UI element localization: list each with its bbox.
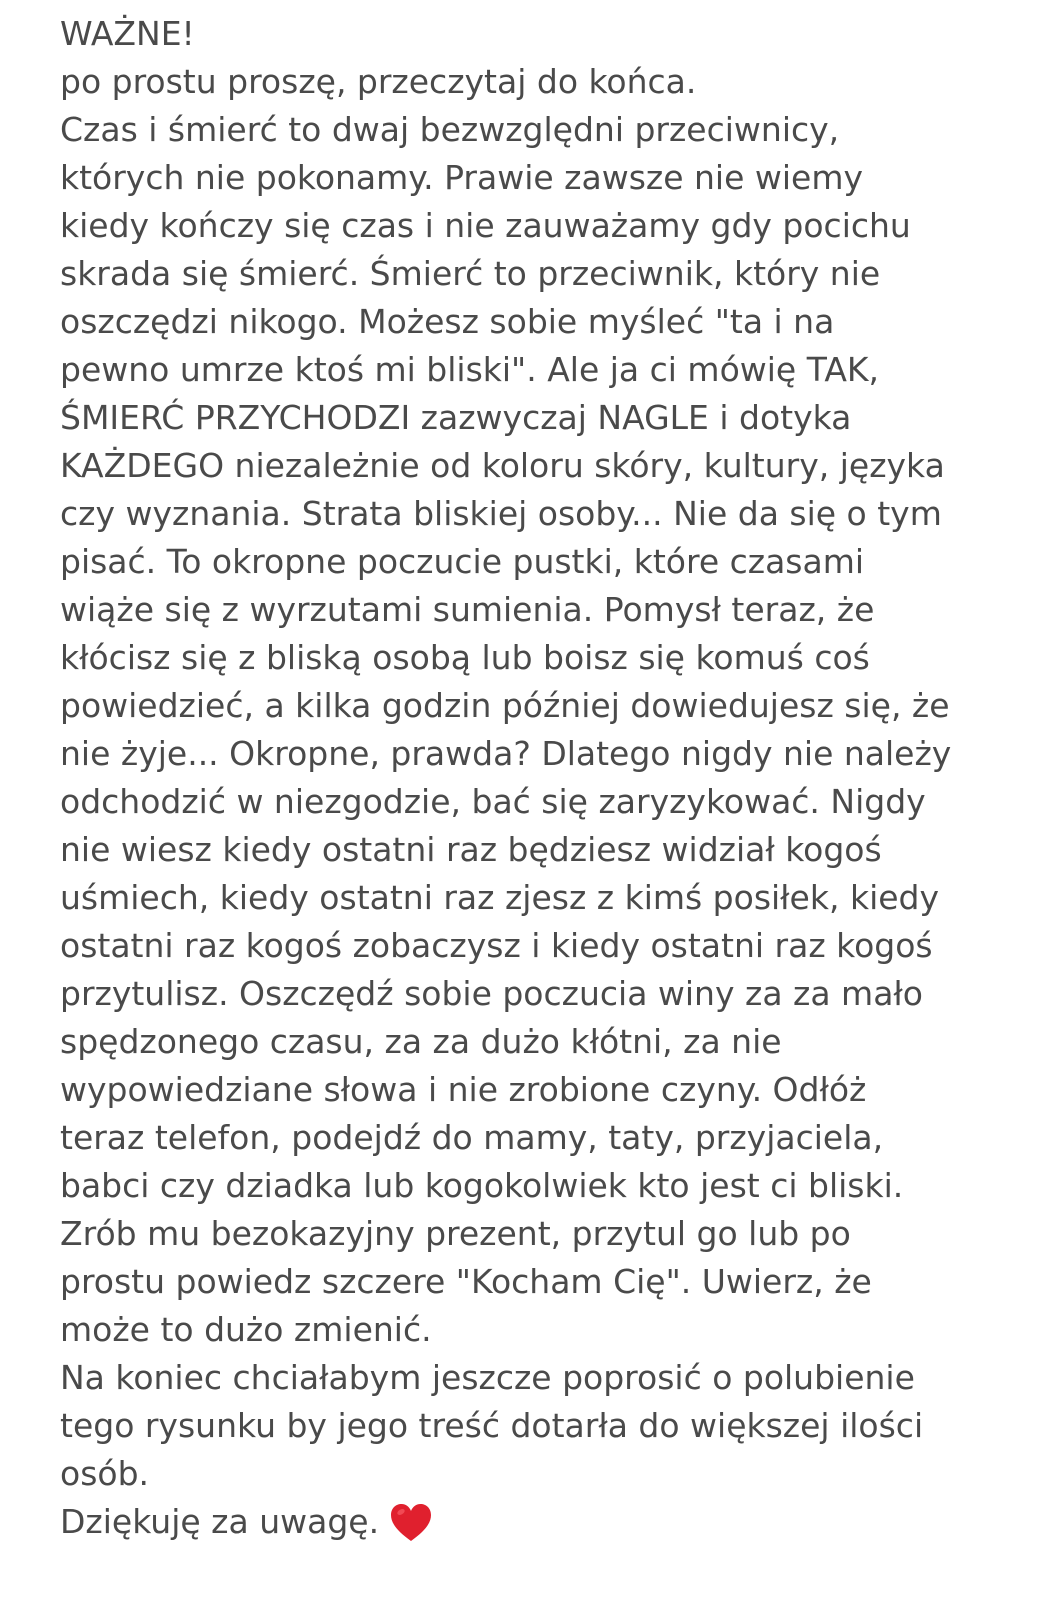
post-line: oszczędzi nikogo. Możesz sobie myśleć "ta i na	[60, 302, 835, 341]
post-line: ŚMIERĆ PRZYCHODZI zazwyczaj NAGLE i dotyka	[60, 398, 852, 437]
post-line: pisać. To okropne poczucie pustki, które czasami	[60, 542, 865, 581]
post-line: przytulisz. Oszczędź sobie poczucia winy za za mało	[60, 974, 923, 1013]
post-line: nie wiesz kiedy ostatni raz będziesz widział kogoś	[60, 830, 882, 869]
post-line: skrada się śmierć. Śmierć to przeciwnik, który nie	[60, 254, 881, 293]
post-line: może to dużo zmienić.	[60, 1310, 432, 1349]
post-closing-line	[60, 1498, 1050, 1546]
post-line: teraz telefon, podejdź do mamy, taty, przyjaciela,	[60, 1118, 884, 1157]
post-line: czy wyznania. Strata bliskiej osoby... Nie da się o tym	[60, 494, 942, 533]
post-line: kiedy kończy się czas i nie zauważamy gdy pocichu	[60, 206, 911, 245]
post-line: WAŻNE!	[60, 14, 195, 53]
post-line: babci czy dziadka lub kogokolwiek kto jest ci bliski.	[60, 1166, 904, 1205]
post-line: KAŻDEGO niezależnie od koloru skóry, kultury, języka	[60, 446, 945, 485]
post-line: Zrób mu bezokazyjny prezent, przytul go lub po	[60, 1214, 851, 1253]
post-line: tego rysunku by jego treść dotarła do większej ilości	[60, 1406, 924, 1445]
post-line: Czas i śmierć to dwaj bezwzględni przeciwnicy,	[60, 110, 840, 149]
post-line: pewno umrze ktoś mi bliski". Ale ja ci mówię TAK,	[60, 350, 880, 389]
post-line: których nie pokonamy. Prawie zawsze nie wiemy	[60, 158, 864, 197]
post-line: spędzonego czasu, za za dużo kłótni, za nie	[60, 1022, 782, 1061]
post-closing-text: Dziękuję za uwagę.	[60, 1502, 380, 1541]
post-line: po prostu proszę, przeczytaj do końca.	[60, 62, 697, 101]
post-line: kłócisz się z bliską osobą lub boisz się komuś coś	[60, 638, 870, 677]
post-line: ostatni raz kogoś zobaczysz i kiedy ostatni raz kogoś	[60, 926, 933, 965]
post-line: wiąże się z wyrzutami sumienia. Pomysł teraz, że	[60, 590, 875, 629]
post-line: uśmiech, kiedy ostatni raz zjesz z kimś posiłek, kiedy	[60, 878, 940, 917]
post-line: osób.	[60, 1454, 150, 1493]
post-line: wypowiedziane słowa i nie zrobione czyny. Odłóż	[60, 1070, 867, 1109]
post-line: nie żyje... Okropne, prawda? Dlatego nigdy nie należy	[60, 734, 952, 773]
post-line: powiedzieć, a kilka godzin później dowiedujesz się, że	[60, 686, 950, 725]
post-line: prostu powiedz szczere "Kocham Cię". Uwierz, że	[60, 1262, 872, 1301]
post-line: Na koniec chciałabym jeszcze poprosić o polubienie	[60, 1358, 915, 1397]
post-text	[60, 10, 1050, 1546]
red-heart-icon	[389, 1503, 433, 1543]
post-line: odchodzić w niezgodzie, bać się zaryzykować. Nigdy	[60, 782, 926, 821]
